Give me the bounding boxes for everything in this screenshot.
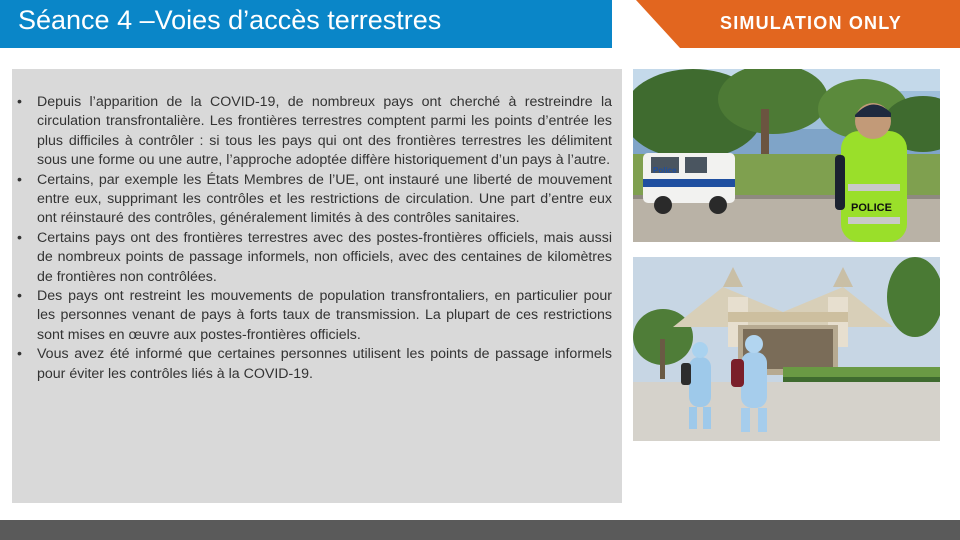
- bullet-marker: •: [17, 288, 22, 305]
- simulation-badge: [680, 0, 960, 48]
- vehicle-police-text: Police: [653, 166, 677, 175]
- bullet-text: Vous avez été informé que certaines personnes utilisent les points de passage informels pour éviter les contrôles liés à la COVID-19.: [37, 346, 612, 382]
- bullet-list: [12, 69, 622, 384]
- simulation-badge-label: SIMULATION ONLY: [720, 13, 903, 33]
- bullet-text: Certains, par exemple les États Membres de l’UE, ont instauré une liberté de mouvement entre eux, supprimant les contrôles et les restrictions de circulation. Une part d’entre eux ont réinstauré des contrôles, généralement limités à des contrôles sanitaires.: [37, 171, 612, 227]
- content-text-box: [12, 69, 622, 503]
- footer-bar: [0, 520, 960, 540]
- bullet-text: Des pays ont restreint les mouvements de population transfrontaliers, en particulier pour les personnes venant de pays à forts taux de transmission. La plupart de ces restrictions sont mises en œuvre aux postes-frontières officiels.: [37, 288, 612, 343]
- bullet-text: Depuis l’apparition de la COVID-19, de nombreux pays ont cherché à restreindre la circulation transfrontalière. Les frontières terrestres comptent parmi les points d’entrée les plus difficiles à contrôler : si tous les pays qui ont des frontières terrestres les délimitent sous une forme ou une autre, l’approche adoptée diffère historiquement d’un pays à l’autre.: [37, 94, 612, 169]
- bullet-text: Certains pays ont des frontières terrestres avec des postes-frontières officiels, mais aussi de nombreux points de passage informels, non officiels, avec des centaines de kilomètres de frontières non contrôlées.: [37, 229, 612, 285]
- bullet-item: [17, 345, 612, 384]
- bullet-marker: •: [17, 346, 22, 363]
- police-checkpoint-photo: [633, 69, 940, 242]
- bullet-marker: •: [17, 94, 22, 110]
- title-bar: [0, 0, 612, 48]
- border-crossing-photo: [633, 257, 940, 441]
- police-checkpoint-illustration: [633, 69, 940, 242]
- vest-police-text: POLICE: [851, 202, 892, 214]
- slide-title: Séance 4 –Voies d’accès terrestres: [18, 5, 442, 35]
- badge-tab: [636, 0, 680, 48]
- bullet-marker: •: [17, 229, 22, 246]
- bullet-item: [17, 287, 612, 345]
- border-crossing-illustration: [633, 257, 940, 441]
- bullet-item: [17, 93, 612, 171]
- bullet-item: [17, 171, 612, 229]
- bullet-marker: •: [17, 171, 22, 188]
- bullet-item: [17, 229, 612, 287]
